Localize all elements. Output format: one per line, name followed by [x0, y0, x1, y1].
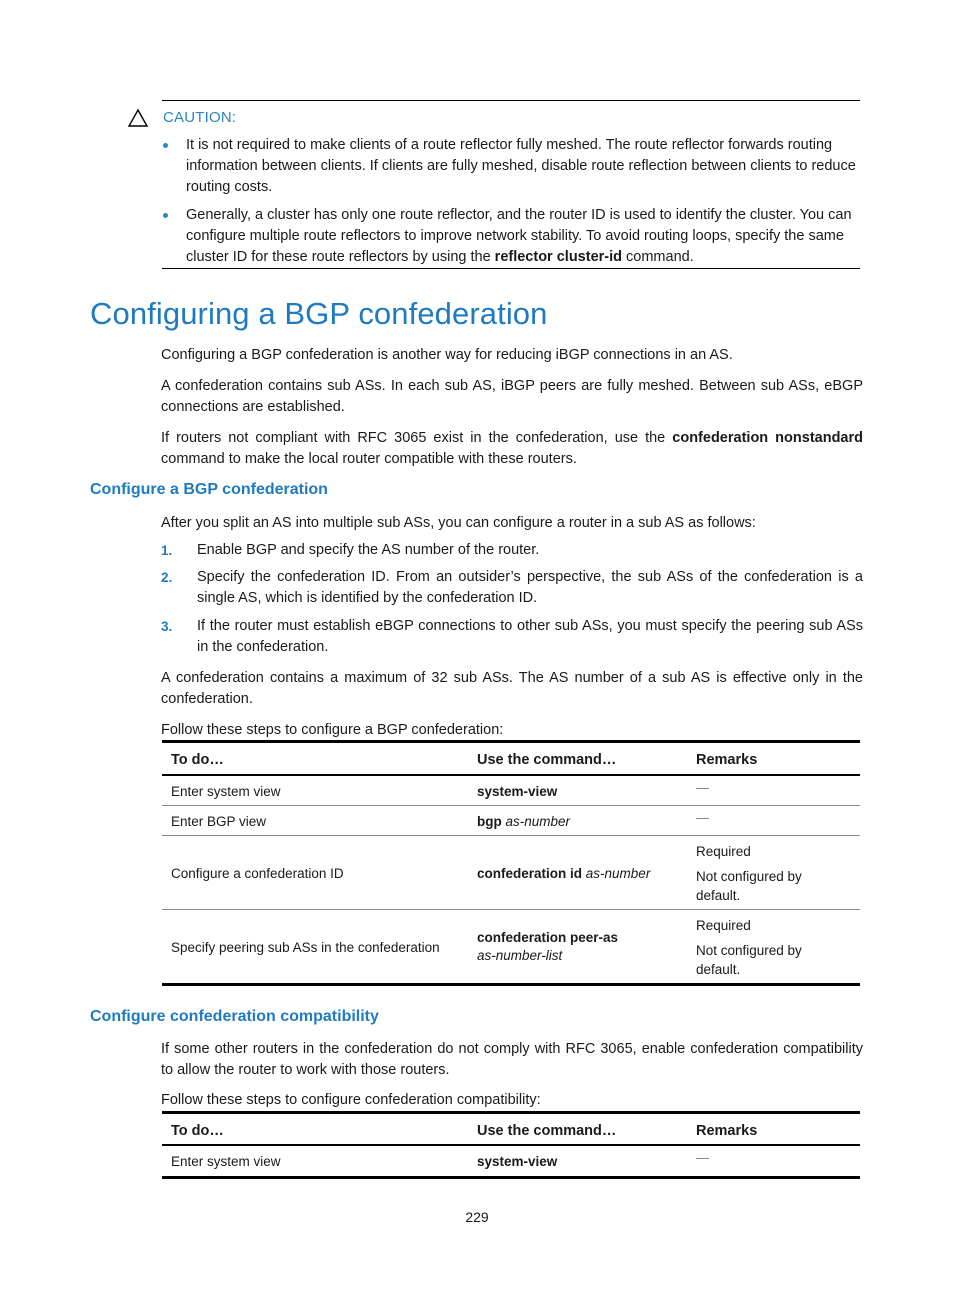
step-number: 1.	[161, 543, 173, 558]
caution-label: CAUTION:	[163, 109, 237, 126]
column-header-remarks: Remarks	[696, 1123, 758, 1139]
header-rule	[162, 774, 860, 776]
paragraph: A confederation contains a maximum of 32 sub ASs. The AS number of a sub AS is effective only in the confederation.	[161, 670, 863, 707]
config-table	[162, 740, 860, 986]
paragraph: Configuring a BGP confederation is another way for reducing iBGP connections in an AS.	[161, 347, 733, 363]
paragraph: After you split an AS into multiple sub ASs, you can configure a router in a sub AS as follows:	[161, 515, 756, 531]
command-confederation-nonstandard: confederation nonstandard	[672, 430, 863, 446]
table-intro: Follow these steps to configure a BGP confederation:	[161, 722, 504, 738]
section-title: Configuring a BGP confederation	[90, 296, 548, 331]
table-cell-remarks: default.	[696, 888, 741, 903]
table-cell-remarks: Not configured by	[696, 943, 802, 958]
bullet-dot-icon	[163, 213, 168, 218]
caution-bottom-rule	[162, 268, 860, 269]
table-cell-command: system-view	[477, 784, 558, 799]
table-bottom-rule	[162, 983, 860, 986]
paragraph: If routers not compliant with RFC 3065 exist in the confederation, use the confederation nonstandard command to make the local router compatible with these routers.	[161, 430, 863, 467]
table-cell-remarks: —	[696, 1150, 709, 1165]
caution-bullet-text: Generally, a cluster has only one route reflector, and the router ID is used to identify the cluster. You can configure multiple route reflectors to improve network stability. To avoid routing loops, specify the same cluster ID for these route reflectors by using the reflector cluster-id command.	[186, 207, 852, 265]
caution-top-rule	[162, 100, 860, 101]
command-reflector-cluster-id: reflector cluster-id	[494, 249, 622, 265]
step-text: Specify the confederation ID. From an outsider’s perspective, the sub ASs of the confederation is a single AS, which is identified by the confederation ID.	[197, 569, 863, 606]
table-cell-command: confederation peer-as as-number-list	[477, 930, 619, 963]
step-text: If the router must establish eBGP connections to other sub ASs, you must specify the peering sub ASs in the confederation.	[197, 618, 863, 655]
table-cell-remarks: Required	[696, 918, 751, 933]
paragraph: A confederation contains sub ASs. In each sub AS, iBGP peers are fully meshed. Between sub ASs, eBGP connections are established.	[161, 378, 863, 415]
caution-bullet-text: It is not required to make clients of a route reflector fully meshed. The route reflector forwards routing information between clients. If clients are fully meshed, disable route reflection between clients to reduce routing costs.	[186, 137, 856, 195]
table-cell-command: system-view	[477, 1154, 558, 1169]
table-cell-remarks: Required	[696, 844, 751, 859]
table-cell-remarks: —	[696, 810, 709, 825]
table-cell-command: bgp as-number	[477, 814, 571, 829]
table-cell-todo: Enter BGP view	[171, 814, 267, 829]
column-header-todo: To do…	[171, 752, 224, 768]
paragraph: If some other routers in the confederation do not comply with RFC 3065, enable confederation compatibility to allow the router to work with those routers.	[161, 1041, 863, 1078]
column-header-remarks: Remarks	[696, 752, 758, 768]
header-rule	[162, 1144, 860, 1146]
table-cell-remarks: —	[696, 780, 709, 795]
table-top-rule	[162, 740, 860, 743]
table-cell-todo: Specify peering sub ASs in the confederation	[171, 940, 440, 955]
column-header-todo: To do…	[171, 1123, 224, 1139]
row-rule	[162, 909, 860, 910]
table-intro: Follow these steps to configure confederation compatibility:	[161, 1092, 541, 1108]
page-number: 229	[465, 1209, 489, 1225]
table-bottom-rule	[162, 1176, 860, 1179]
row-rule	[162, 805, 860, 806]
table-cell-todo: Enter system view	[171, 1154, 281, 1169]
table-cell-todo: Configure a confederation ID	[171, 866, 344, 881]
row-rule	[162, 835, 860, 836]
compatibility-table	[162, 1111, 860, 1181]
warning-triangle-icon	[128, 108, 148, 128]
step-text: Enable BGP and specify the AS number of the router.	[197, 542, 540, 558]
step-number: 2.	[161, 570, 173, 585]
table-top-rule	[162, 1111, 860, 1114]
bullet-dot-icon	[163, 143, 168, 148]
table-cell-command: confederation id as-number	[477, 866, 651, 881]
column-header-command: Use the command…	[477, 752, 617, 768]
table-cell-todo: Enter system view	[171, 784, 281, 799]
step-number: 3.	[161, 619, 173, 634]
table-cell-remarks: default.	[696, 962, 741, 977]
column-header-command: Use the command…	[477, 1123, 617, 1139]
table-cell-remarks: Not configured by	[696, 869, 802, 884]
subsection-title: Configure confederation compatibility	[90, 1008, 379, 1025]
subsection-title: Configure a BGP confederation	[90, 481, 328, 498]
